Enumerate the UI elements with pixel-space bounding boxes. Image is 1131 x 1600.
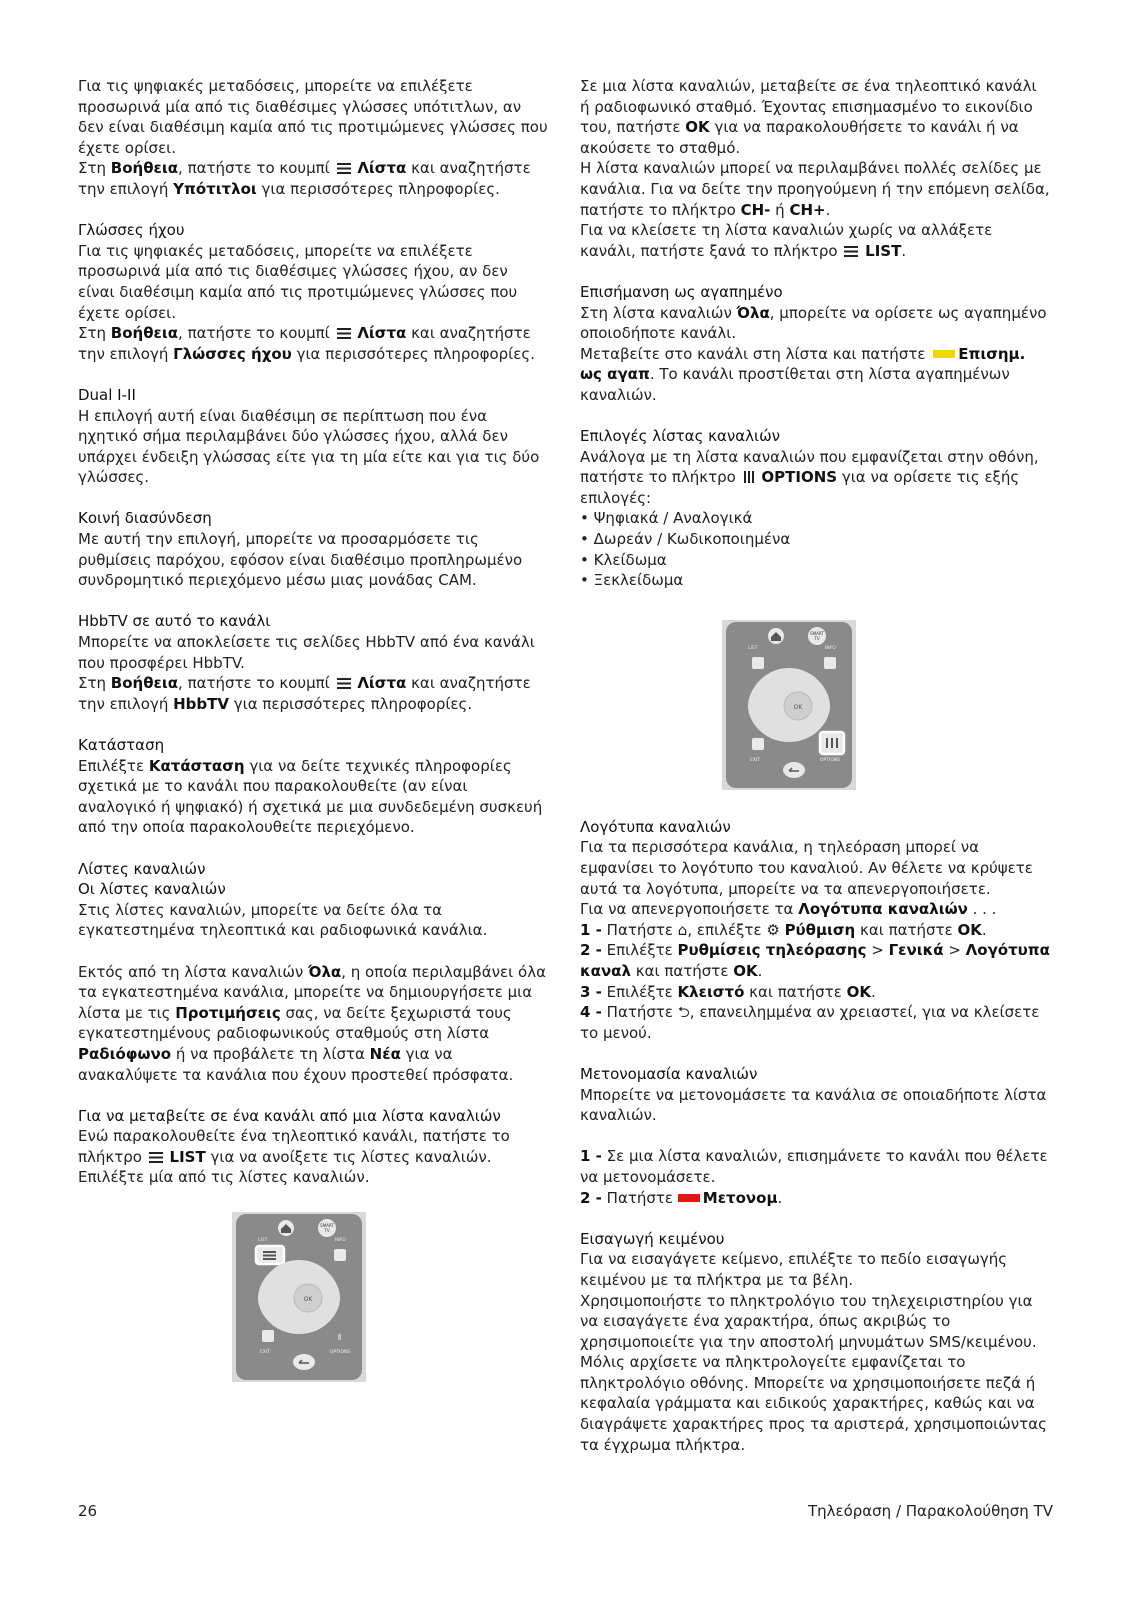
paragraph: Στη λίστα καναλιών Όλα, μπορείτε να ορίσετε ως αγαπημένο οποιοδήποτε κανάλι. — [580, 303, 1047, 343]
page-number: 26 — [78, 1502, 98, 1520]
options-list — [580, 508, 1050, 590]
svg-text:EXIT: EXIT — [260, 1350, 271, 1355]
heading-the-channel-lists: Οι λίστες καναλιών — [78, 880, 226, 899]
list-icon — [337, 328, 351, 339]
paragraph: Σε μια λίστα καναλιών, μεταβείτε σε ένα τηλεοπτικό κανάλι ή ραδιοφωνικό σταθμό. Έχοντας επισημασμένο το εικονίδιο του, πατήστε OK για να παρακολουθήσετε το κανάλι ή να ακούσετε το σταθμό. — [580, 77, 1037, 157]
list-icon — [337, 678, 351, 689]
paragraph: Ενώ παρακολουθείτε ένα τηλεοπτικό κανάλι, πατήστε το πλήκτρο LIST για να ανοίξετε τις λίστες καναλιών. Επιλέξτε μία από τις λίστες καναλιών. — [78, 1127, 510, 1187]
paragraph: Με αυτή την επιλογή, μπορείτε να προσαρμόσετε τις ρυθμίσεις παρόχου, εφόσον είναι διαθέσιμο προπληρωμένο συνδρομητικό περιεχόμενο μέσω μιας μονάδας CAM. — [78, 530, 523, 590]
list-item: • Ψηφιακά / Αναλογικά — [580, 508, 1050, 529]
paragraph: Για να απενεργοποιήσετε τα Λογότυπα καναλιών . . . — [580, 900, 997, 919]
heading-rename: Μετονομασία καναλιών — [580, 1064, 758, 1083]
heading-favourite: Επισήμανση ως αγαπημένο — [580, 282, 783, 301]
paragraph: Στη Βοήθεια, πατήστε το κουμπί Λίστα και αναζητήστε την επιλογή HbbTV για περισσότερες πληροφορίες. — [78, 674, 531, 713]
options-icon — [743, 471, 755, 483]
list-icon — [149, 1152, 163, 1163]
back-icon: ⮌ — [677, 1003, 690, 1022]
step: 1 - Πατήστε ⌂, επιλέξτε ⚙ Ρύθμιση και πατήστε OK. — [580, 920, 987, 939]
svg-text:OPTIONS: OPTIONS — [330, 1350, 351, 1355]
heading-channel-lists: Λίστες καναλιών — [78, 859, 206, 878]
list-icon — [844, 246, 858, 257]
paragraph: Για τις ψηφιακές μεταδόσεις, μπορείτε να επιλέξετε προσωρινά μία από τις διαθέσιμες γλώσσες υπότιτλων, αν δεν είναι διαθέσιμη καμία από τις προτιμώμενες γλώσσες που έχετε ορίσει. — [78, 77, 548, 157]
gear-icon: ⚙ — [766, 920, 780, 939]
heading-text-entry: Εισαγωγή κειμένου — [580, 1229, 725, 1248]
paragraph: Χρησιμοποιήστε το πληκτρολόγιο του τηλεχειριστηρίου για να εισαγάγετε ένα χαρακτήρα, όπως ακριβώς το χρησιμοποιείτε για την αποστολή μηνυμάτων SMS/κειμένου. Μόλις αρχίσετε να πληκτρολογείτε εμφανίζεται το πληκτρολόγιο οθόνης. Μπορείτε να χρησιμοποιήσετε πεζά ή κεφαλαία γράμματα και ειδικούς χαρακτήρες, καθώς και να διαγράψετε χαρακτήρες προς τα αριστερά, χρησιμοποιώντας τα έγχρωμα πλήκτρα. — [580, 1291, 1047, 1454]
svg-text:OK: OK — [793, 704, 803, 711]
heading-status: Κατάσταση — [78, 736, 165, 754]
svg-text:LIST: LIST — [258, 1238, 268, 1243]
svg-text:⫴: ⫴ — [338, 1333, 342, 1342]
svg-text:OK: OK — [303, 1296, 313, 1303]
paragraph: Η επιλογή αυτή είναι διαθέσιμη σε περίπτωση που ένα ηχητικό σήμα περιλαμβάνει δύο γλώσσες ήχου, αλλά δεν υπάρχει ένδειξη γλώσσας είτε για τη μία είτε και για τις δύο γλώσσες. — [78, 406, 540, 487]
yellow-key-icon — [933, 350, 955, 358]
paragraph: Μπορείτε να αποκλείσετε τις σελίδες HbbTV από ένα κανάλι που προσφέρει HbbTV. — [78, 633, 535, 672]
paragraph: Ανάλογα με τη λίστα καναλιών που εμφανίζεται στην οθόνη, πατήστε το πλήκτρο OPTIONS για να ορίσετε τις εξής επιλογές: — [580, 447, 1039, 507]
heading-audio-languages: Γλώσσες ήχου — [78, 221, 185, 240]
list-item: • Ξεκλείδωμα — [580, 570, 1050, 591]
home-icon: ⌂ — [677, 920, 688, 939]
paragraph: Για να εισαγάγετε κείμενο, επιλέξτε το πεδίο εισαγωγής κειμένου με τα πλήκτρα με τα βέλη. — [580, 1250, 1008, 1289]
heading-channel-logos: Λογότυπα καναλιών — [580, 817, 731, 836]
svg-text:EXIT: EXIT — [750, 758, 761, 763]
svg-text:INFO: INFO — [825, 646, 836, 651]
paragraph: Επιλέξτε Κατάσταση για να δείτε τεχνικές πληροφορίες σχετικά με το κανάλι που παρακολουθείτε (αν είναι αναλογικό ή ψηφιακό) ή σχετικά με μια συνδεδεμένη συσκευή από την οποία παρακολουθείτε περιεχόμενο. — [78, 756, 543, 837]
paragraph: Στη Βοήθεια, πατήστε το κουμπί Λίστα και αναζητήστε την επιλογή Γλώσσες ήχου για περισσότερες πληροφορίες. — [78, 324, 535, 363]
paragraph: Μπορείτε να μετονομάσετε τα κανάλια σε οποιαδήποτε λίστα καναλιών. — [580, 1085, 1047, 1125]
paragraph: Η λίστα καναλιών μπορεί να περιλαμβάνει πολλές σελίδες με κανάλια. Για να δείτε την προηγούμενη ή την επόμενη σελίδα, πατήστε το πλήκτρο CH- ή CH+. — [580, 159, 1050, 219]
step: 4 - Πατήστε ⮌, επανειλημμένα αν χρειαστεί, για να κλείσετε το μενού. — [580, 1003, 1040, 1042]
svg-text:OPTIONS: OPTIONS — [820, 758, 841, 763]
heading-common-interface: Κοινή διασύνδεση — [78, 509, 212, 528]
paragraph: Για να κλείσετε τη λίστα καναλιών χωρίς να αλλάξετε κανάλι, πατήστε ξανά το πλήκτρο LIST. — [580, 221, 993, 260]
svg-text:TV: TV — [814, 636, 820, 641]
step: 1 - Σε μια λίστα καναλιών, επισημάνετε το κανάλι που θέλετε να μετονομάσετε. — [580, 1147, 1048, 1186]
step: 2 - Επιλέξτε Ρυθμίσεις τηλεόρασης > Γενικά > Λογότυπα καναλ και πατήστε OK. — [580, 941, 1050, 980]
section-title: Τηλεόραση / Παρακολούθηση TV — [807, 1502, 1053, 1520]
paragraph: Μεταβείτε στο κανάλι στη λίστα και πατήστε Επισημ. ως αγαπ. Το κανάλι προστίθεται στη λίστα αγαπημένων καναλιών. — [580, 344, 1026, 404]
heading-dual: Dual I-II — [78, 385, 136, 404]
paragraph: Στη Βοήθεια, πατήστε το κουμπί Λίστα και αναζητήστε την επιλογή Υπότιτλοι για περισσότερες πληροφορίες. — [78, 159, 531, 198]
remote-illustration-list — [232, 1212, 366, 1382]
svg-text:INFO: INFO — [335, 1238, 346, 1243]
left-column — [78, 76, 548, 1188]
paragraph: Στις λίστες καναλιών, μπορείτε να δείτε όλα τα εγκατεστημένα τηλεοπτικά και ραδιοφωνικά κανάλια. — [78, 900, 488, 940]
step: 3 - Επιλέξτε Κλειστό και πατήστε OK. — [580, 982, 876, 1001]
red-key-icon — [678, 1194, 700, 1202]
list-icon — [337, 163, 351, 174]
step: 2 - Πατήστε Μετονομ. — [580, 1188, 783, 1207]
list-item: • Δωρεάν / Κωδικοποιημένα — [580, 529, 1050, 550]
remote-illustration-options — [722, 620, 856, 790]
heading-list-options: Επιλογές λίστας καναλιών — [580, 427, 781, 446]
paragraph: Για τα περισσότερα κανάλια, η τηλεόραση μπορεί να εμφανίσει το λογότυπο του καναλιού. Αν θέλετε να κρύψετε αυτά τα λογότυπα, μπορείτε να τα απενεργοποιήσετε. — [580, 838, 1033, 898]
svg-text:LIST: LIST — [748, 646, 758, 651]
svg-text:TV: TV — [324, 1228, 330, 1233]
svg-text:SMART: SMART — [810, 631, 824, 636]
list-item: • Κλείδωμα — [580, 550, 1050, 571]
svg-text:SMART: SMART — [320, 1223, 334, 1228]
paragraph: Για τις ψηφιακές μεταδόσεις, μπορείτε να επιλέξετε προσωρινά μία από τις διαθέσιμες γλώσσες ήχου, αν δεν είναι διαθέσιμη καμία από τις προτιμώμενες γλώσσες που έχετε ορίσει. — [78, 241, 518, 322]
heading-switch-channel: Για να μεταβείτε σε ένα κανάλι από μια λίστα καναλιών — [78, 1106, 501, 1125]
heading-hbbtv: HbbTV σε αυτό το κανάλι — [78, 612, 271, 631]
paragraph: Εκτός από τη λίστα καναλιών Όλα, η οποία περιλαμβάνει όλα τα εγκατεστημένα κανάλια, μπορείτε να δημιουργήσετε μια λίστα με τις Προτιμήσεις σας, να δείτε ξεχωριστά τους εγκατεστημένους ραδιοφωνικούς σταθμούς στη λίστα Ραδιόφωνο ή να προβάλετε τη λίστα Νέα για να ανακαλύψετε τα κανάλια που έχουν προστεθεί πρόσφατα. — [78, 962, 546, 1084]
